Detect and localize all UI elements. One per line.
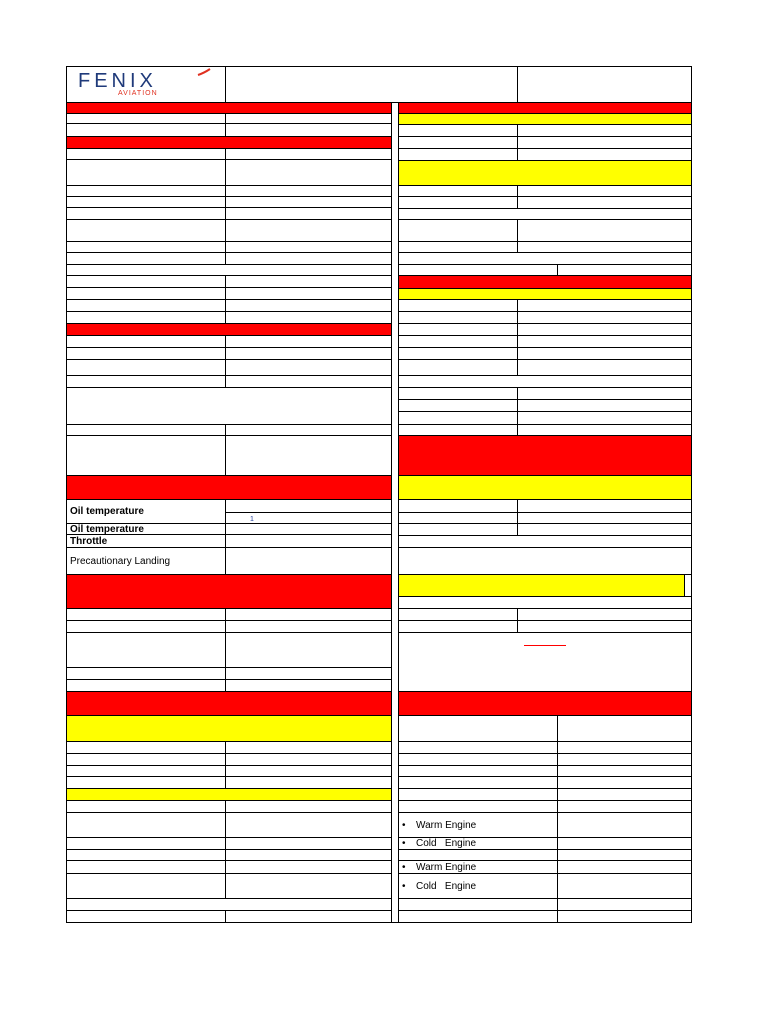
warm-engine-2-cell: [398, 860, 558, 874]
right-row-22-value: [517, 499, 692, 513]
left-row-2-value: [225, 123, 392, 137]
warm-engine-2-value: [557, 860, 692, 874]
right-section-header-2: [398, 275, 692, 289]
left-row-39-value: [225, 910, 392, 923]
logo-swoosh-icon: [196, 68, 212, 76]
right-row-7-label: [398, 219, 518, 242]
right-row-22-label: [398, 499, 518, 513]
oil-temperature-text-2: Oil temperature: [70, 523, 144, 535]
throttle-text: Throttle: [70, 535, 108, 547]
left-row-18-value: [225, 359, 392, 376]
throttle-value: [225, 534, 392, 548]
cold-engine-2-value: [557, 873, 692, 899]
right-section-header-4: [398, 691, 692, 716]
right-row-31-value: [557, 715, 692, 742]
header-info-cell: [517, 66, 692, 103]
left-section-header-4: [66, 475, 392, 500]
left-row-25-value: [225, 632, 392, 668]
right-subheader-yellow-5-end: [684, 574, 692, 597]
left-row-22-label: [66, 435, 226, 476]
left-section-header-6: [66, 691, 392, 716]
tiny-mark: 1: [250, 516, 254, 523]
bullet-icon: •: [402, 861, 406, 873]
left-row-33-value: [225, 812, 392, 838]
right-subheader-yellow-2: [398, 160, 692, 186]
left-row-4-value: [225, 159, 392, 186]
right-row-16-value: [517, 359, 692, 376]
left-section-header-5: [66, 574, 392, 609]
oil-temperature-text-1: Oil temperature: [70, 506, 144, 517]
left-row-22-value: [225, 435, 392, 476]
right-subheader-yellow-4: [398, 475, 692, 500]
left-row-39-label: [66, 910, 226, 923]
right-section-header-3: [398, 435, 692, 476]
precautionary-landing-value: [225, 547, 392, 575]
right-row-40-value: [557, 910, 692, 923]
fenix-aviation-logo: [68, 68, 224, 101]
bullet-icon: •: [402, 838, 406, 849]
left-row-25-label: [66, 632, 226, 668]
right-row-40-label: [398, 910, 558, 923]
cold-engine-2-cell: [398, 873, 558, 899]
red-underline-mark: [524, 645, 566, 646]
warm-engine-1-value: [557, 812, 692, 838]
right-row-16-label: [398, 359, 518, 376]
oil-temperature-value-1a: [225, 499, 392, 513]
right-row-20-value: [517, 411, 692, 425]
precautionary-landing-label: [66, 547, 226, 575]
left-row-4-label: [66, 159, 226, 186]
left-row-8-label: [66, 219, 226, 242]
logo-brand-text: FENIX: [78, 70, 157, 92]
right-row-26-full: [398, 547, 692, 575]
left-row-18-label: [66, 359, 226, 376]
oil-temperature-label-1: [66, 499, 226, 524]
precautionary-landing-text: Precautionary Landing: [70, 555, 171, 567]
left-row-2-label: [66, 123, 226, 137]
warm-engine-2-text: Warm Engine: [416, 861, 477, 873]
left-subheader-yellow-1: [66, 715, 392, 742]
left-row-8-value: [225, 219, 392, 242]
logo-tagline-text: AVIATION: [118, 90, 158, 97]
left-row-37-label: [66, 873, 226, 899]
warm-engine-1-text: Warm Engine: [416, 819, 477, 831]
left-row-33-label: [66, 812, 226, 838]
bullet-icon: •: [402, 880, 406, 892]
right-subheader-yellow-5: [398, 574, 685, 597]
right-row-7-value: [517, 219, 692, 242]
left-row-36-value: [225, 860, 392, 874]
left-row-36-label: [66, 860, 226, 874]
cold-engine-1-text: Cold Engine: [416, 838, 477, 849]
cold-engine-2-text: Cold Engine: [416, 880, 477, 892]
right-row-31-label: [398, 715, 558, 742]
warm-engine-1-cell: [398, 812, 558, 838]
header-title-cell: [225, 66, 518, 103]
left-row-20-full: [66, 387, 392, 425]
bullet-icon: •: [402, 819, 406, 831]
right-row-20-label: [398, 411, 518, 425]
throttle-label: [66, 534, 226, 548]
left-row-37-value: [225, 873, 392, 899]
right-row-30-full: [398, 632, 692, 692]
